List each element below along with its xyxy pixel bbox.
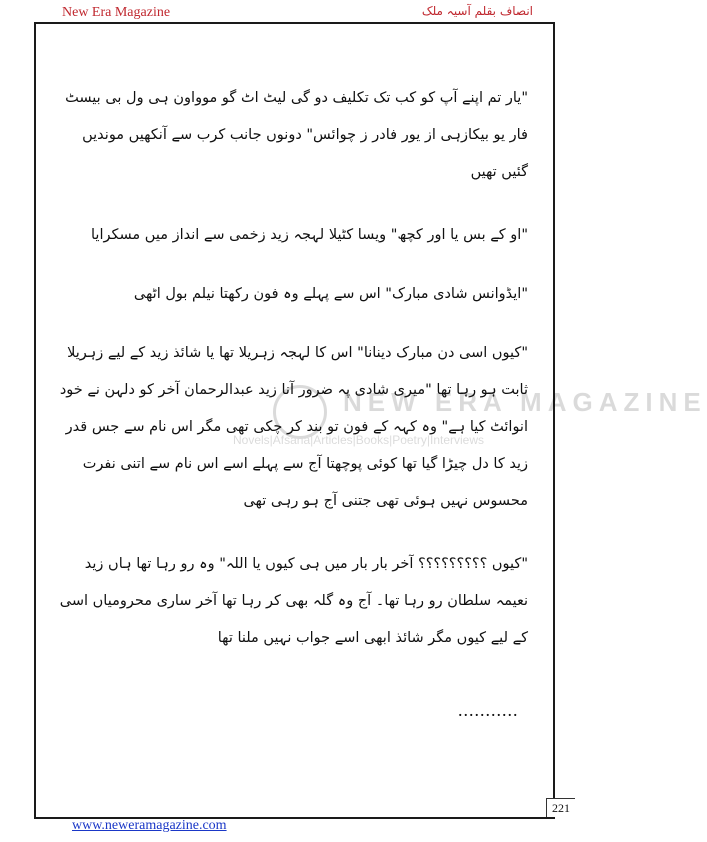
- watermark-subtitle: Novels|Afsana|Articles|Books|Poetry|Interviews: [233, 433, 485, 447]
- paragraph-3: "ایڈوانس شادی مبارک" اس سے پہلے وہ فون رکھتا نیلم بول اٹھی: [133, 286, 528, 302]
- magazine-title: New Era Magazine: [62, 5, 171, 20]
- paragraph-2: "او کے بس یا اور کچھ" ویسا کٹیلا لہجہ زید زخمی سے انداز میں مسکرایا: [90, 227, 528, 243]
- paragraph-1: "یار تم اپنے آپ کو کب تک تکلیف دو گی لیٹ اٹ گو موواون ہی ول بی بیسٹ فار یو بیکازہی از یور فادر ز چوائس" دونوں جانب کرب سے آنکھیں موندیں گئیں تھیں: [65, 90, 528, 180]
- paragraph-4: "کیوں اسی دن مبارک دینانا" اس کا لہجہ زہریلا تھا یا شائذ زید کے لیے زہریلا ثابت ہو رہا تھا "میری شادی پہ ضرور آنا زید عبدالرحمان آخر کو دلہن نے خود انوائٹ کیا ہے" وہ کہہ کے فون تو بند کر چکی تھی مگر اس نام سے جس قدر زید کا دل چیڑا گیا تھا کوئی پوچھتا آج سے پہلے اسے اس نام سے اتنی نفرت محسوس نہیں ہوئی تھی جتنی آج ہو رہی تھی: [59, 345, 528, 509]
- page-number: 221: [546, 798, 575, 817]
- continuation-ellipsis: ...........: [458, 700, 519, 720]
- watermark-title: NEW ERA MAGAZINE: [343, 387, 707, 417]
- website-link[interactable]: www.neweramagazine.com: [72, 818, 227, 833]
- story-body: [58, 80, 528, 683]
- story-credit: انصاف بقلم آسیہ ملک: [421, 4, 533, 18]
- paragraph-5: "کیوں ؟؟؟؟؟؟؟؟؟ آخر بار بار میں ہی کیوں یا اللہ" وہ رو رہا تھا ہاں زید نعیمہ سلطان رو رہا تھا۔ آج وہ گلہ بھی کر رہا تھا آخر ساری محرومیاں اسی کے لیے کیوں مگر شائذ ابھی اسے جواب نہیں ملنا تھا: [59, 556, 528, 646]
